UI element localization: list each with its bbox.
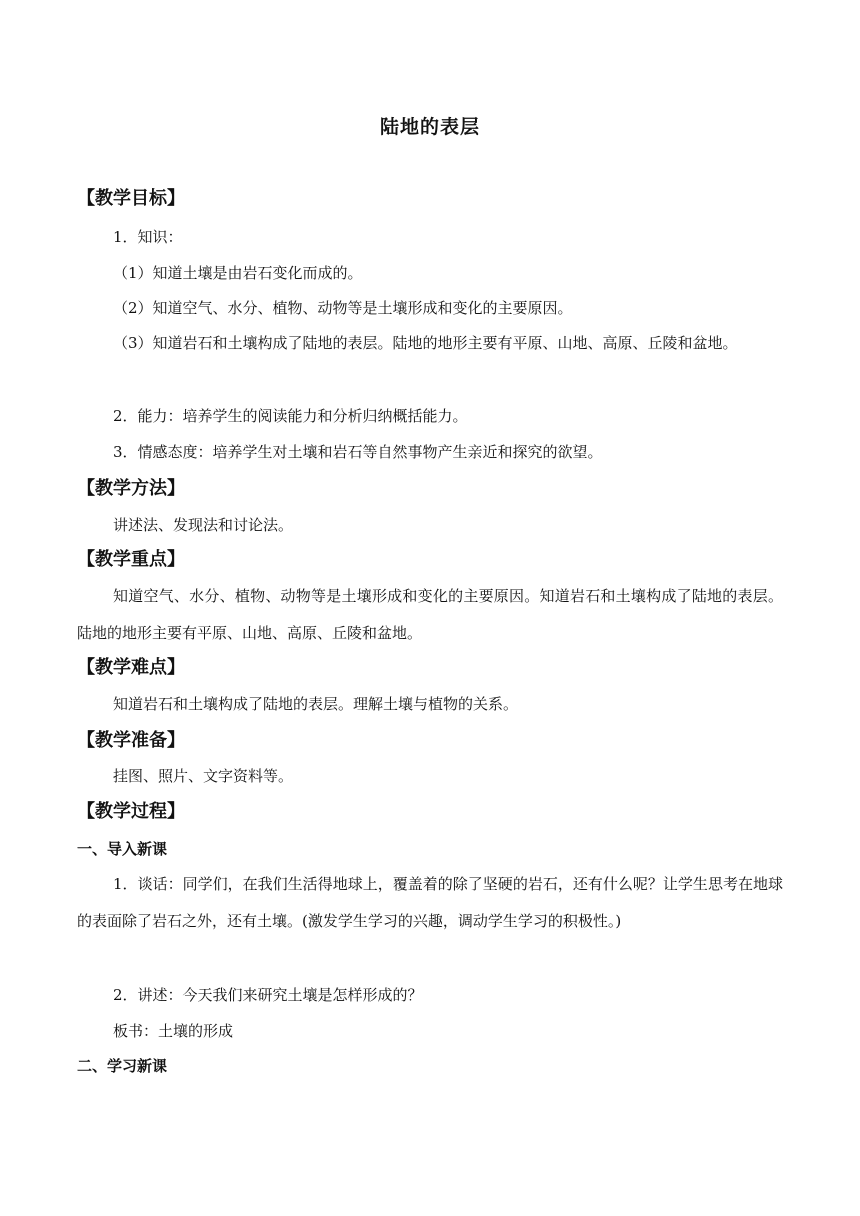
goal-item-1: 1．知识： [113,228,183,246]
goal-item-3: （2）知道空气、水分、植物、动物等是土壤形成和变化的主要原因。 [113,299,573,317]
heading-key-points: 【教学重点】 [77,549,185,570]
intro-item-1: 1．谈话：同学们，在我们生活得地球上，覆盖着的除了坚硬的岩石，还有什么呢？让学生思考在地球的表面除了岩石之外，还有土壤。(激发学生学习的兴趣，调动学生学习的积极性。) [77,875,783,930]
goal-item-6: 3．情感态度：培养学生对土壤和岩石等自然事物产生亲近和探究的欲望。 [113,443,603,461]
page-title: 陆地的表层 [379,116,480,138]
heading-teaching-methods: 【教学方法】 [77,478,185,499]
heading-new-lesson: 二、学习新课 [77,1057,168,1075]
difficulties-text: 知道岩石和土壤构成了陆地的表层。理解土壤与植物的关系。 [113,695,519,713]
intro-item-2: 2．讲述：今天我们来研究土壤是怎样形成的？ [113,986,423,1004]
key-points-text: 知道空气、水分、植物、动物等是土壤形成和变化的主要原因。知道岩石和土壤构成了陆地的表层。陆地的地形主要有平原、山地、高原、丘陵和盆地。 [77,587,783,642]
goal-item-5: 2．能力：培养学生的阅读能力和分析归纳概括能力。 [113,407,468,425]
preparation-text: 挂图、照片、文字资料等。 [113,767,294,785]
goal-item-4: （3）知道岩石和土壤构成了陆地的表层。陆地的地形主要有平原、山地、高原、丘陵和盆地。 [113,334,738,352]
methods-text: 讲述法、发现法和讨论法。 [113,516,294,534]
board-writing: 板书：土壤的形成 [113,1022,234,1040]
heading-preparation: 【教学准备】 [77,730,185,751]
heading-intro-lesson: 一、导入新课 [77,840,168,858]
heading-teaching-process: 【教学过程】 [77,801,185,822]
heading-teaching-goals: 【教学目标】 [77,188,185,209]
goal-item-2: （1）知道土壤是由岩石变化而成的。 [113,264,363,282]
heading-difficulties: 【教学难点】 [77,657,185,678]
